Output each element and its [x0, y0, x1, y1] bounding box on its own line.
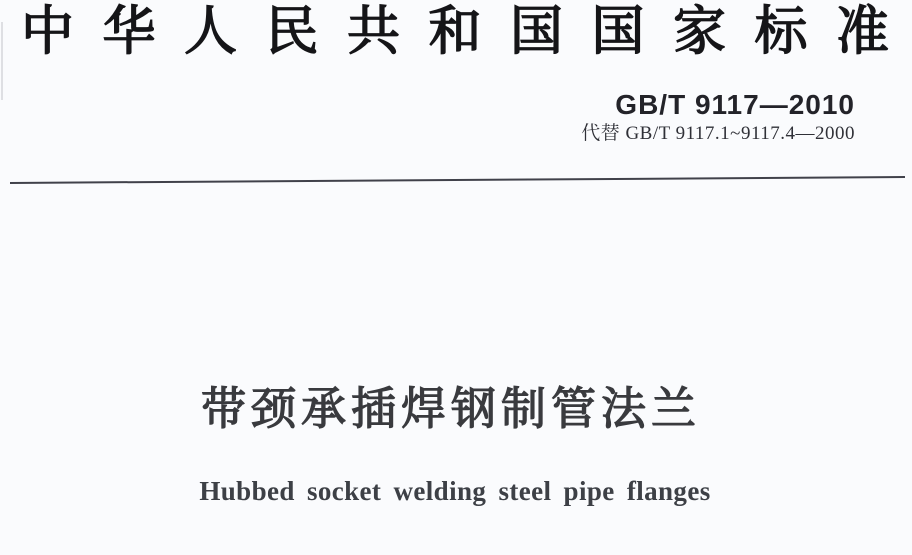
standard-code-block	[581, 90, 855, 145]
national-standard-masthead: 中 华 人 民 共 和 国 国 家 标 准	[21, 3, 889, 61]
chinese-title: 带颈承插焊钢制管法兰	[200, 383, 701, 434]
scan-edge-artifact	[1, 22, 3, 100]
standard-code: GB/T 9117—2010	[615, 89, 855, 120]
header-divider-rule	[10, 176, 905, 184]
replaces-note: 代替 GB/T 9117.1~9117.4—2000	[581, 123, 855, 144]
english-title: Hubbed socket welding steel pipe flanges	[199, 476, 711, 506]
